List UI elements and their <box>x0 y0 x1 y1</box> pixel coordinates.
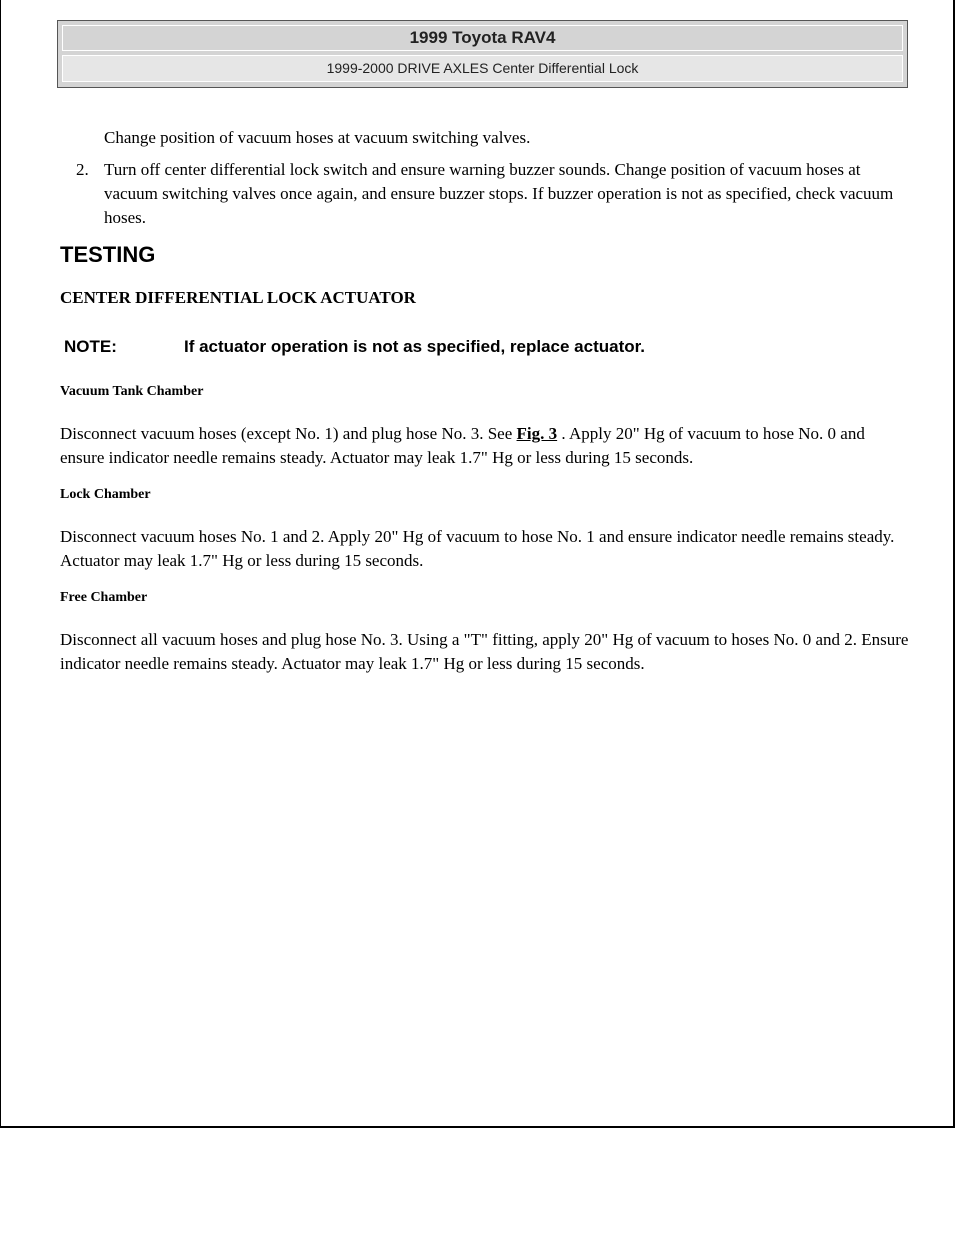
list-item-step-2 <box>76 158 906 230</box>
vacuum-tank-heading: Vacuum Tank Chamber <box>60 384 204 399</box>
vacuum-tank-text-after: . Apply 20" Hg of vacuum to hose No. 0 and ensure indicator needle remains steady. Actuator may leak 1.7" Hg or less during 15 seconds. <box>60 424 865 467</box>
free-chamber-heading: Free Chamber <box>60 590 148 605</box>
vacuum-tank-text-before: Disconnect vacuum hoses (except No. 1) and plug hose No. 3. See <box>60 424 517 443</box>
step-text: Turn off center differential lock switch and ensure warning buzzer sounds. Change position of vacuum hoses at vacuum switching valves once again, and ensure buzzer stops. If buzzer operation is not as specified, check vacuum hoses. <box>104 160 894 227</box>
section-heading-testing: TESTING <box>60 242 156 267</box>
document-header <box>57 20 908 88</box>
header-subtitle: 1999-2000 DRIVE AXLES Center Differential Lock <box>62 55 903 82</box>
note-text: If actuator operation is not as specified, replace actuator. <box>184 337 646 356</box>
lock-chamber-paragraph: Disconnect vacuum hoses No. 1 and 2. Apply 20" Hg of vacuum to hose No. 1 and ensure indicator needle remains steady. Actuator may leak 1.7" Hg or less during 15 seconds. <box>60 527 895 570</box>
lock-chamber-heading: Lock Chamber <box>60 487 151 502</box>
subsection-heading-actuator: CENTER DIFFERENTIAL LOCK ACTUATOR <box>60 288 416 307</box>
step-number: 2. <box>76 160 89 179</box>
free-chamber-paragraph: Disconnect all vacuum hoses and plug hose No. 3. Using a "T" fitting, apply 20" Hg of vacuum to hoses No. 0 and 2. Ensure indicator needle remains steady. Actuator may leak 1.7" Hg or less during 15 seconds. <box>60 630 909 673</box>
intro-line: Change position of vacuum hoses at vacuum switching valves. <box>104 128 531 147</box>
note-label: NOTE: <box>64 337 117 356</box>
fig-3-link[interactable]: Fig. 3 <box>516 424 558 443</box>
header-title: 1999 Toyota RAV4 <box>62 25 903 51</box>
vacuum-tank-paragraph <box>60 422 910 470</box>
